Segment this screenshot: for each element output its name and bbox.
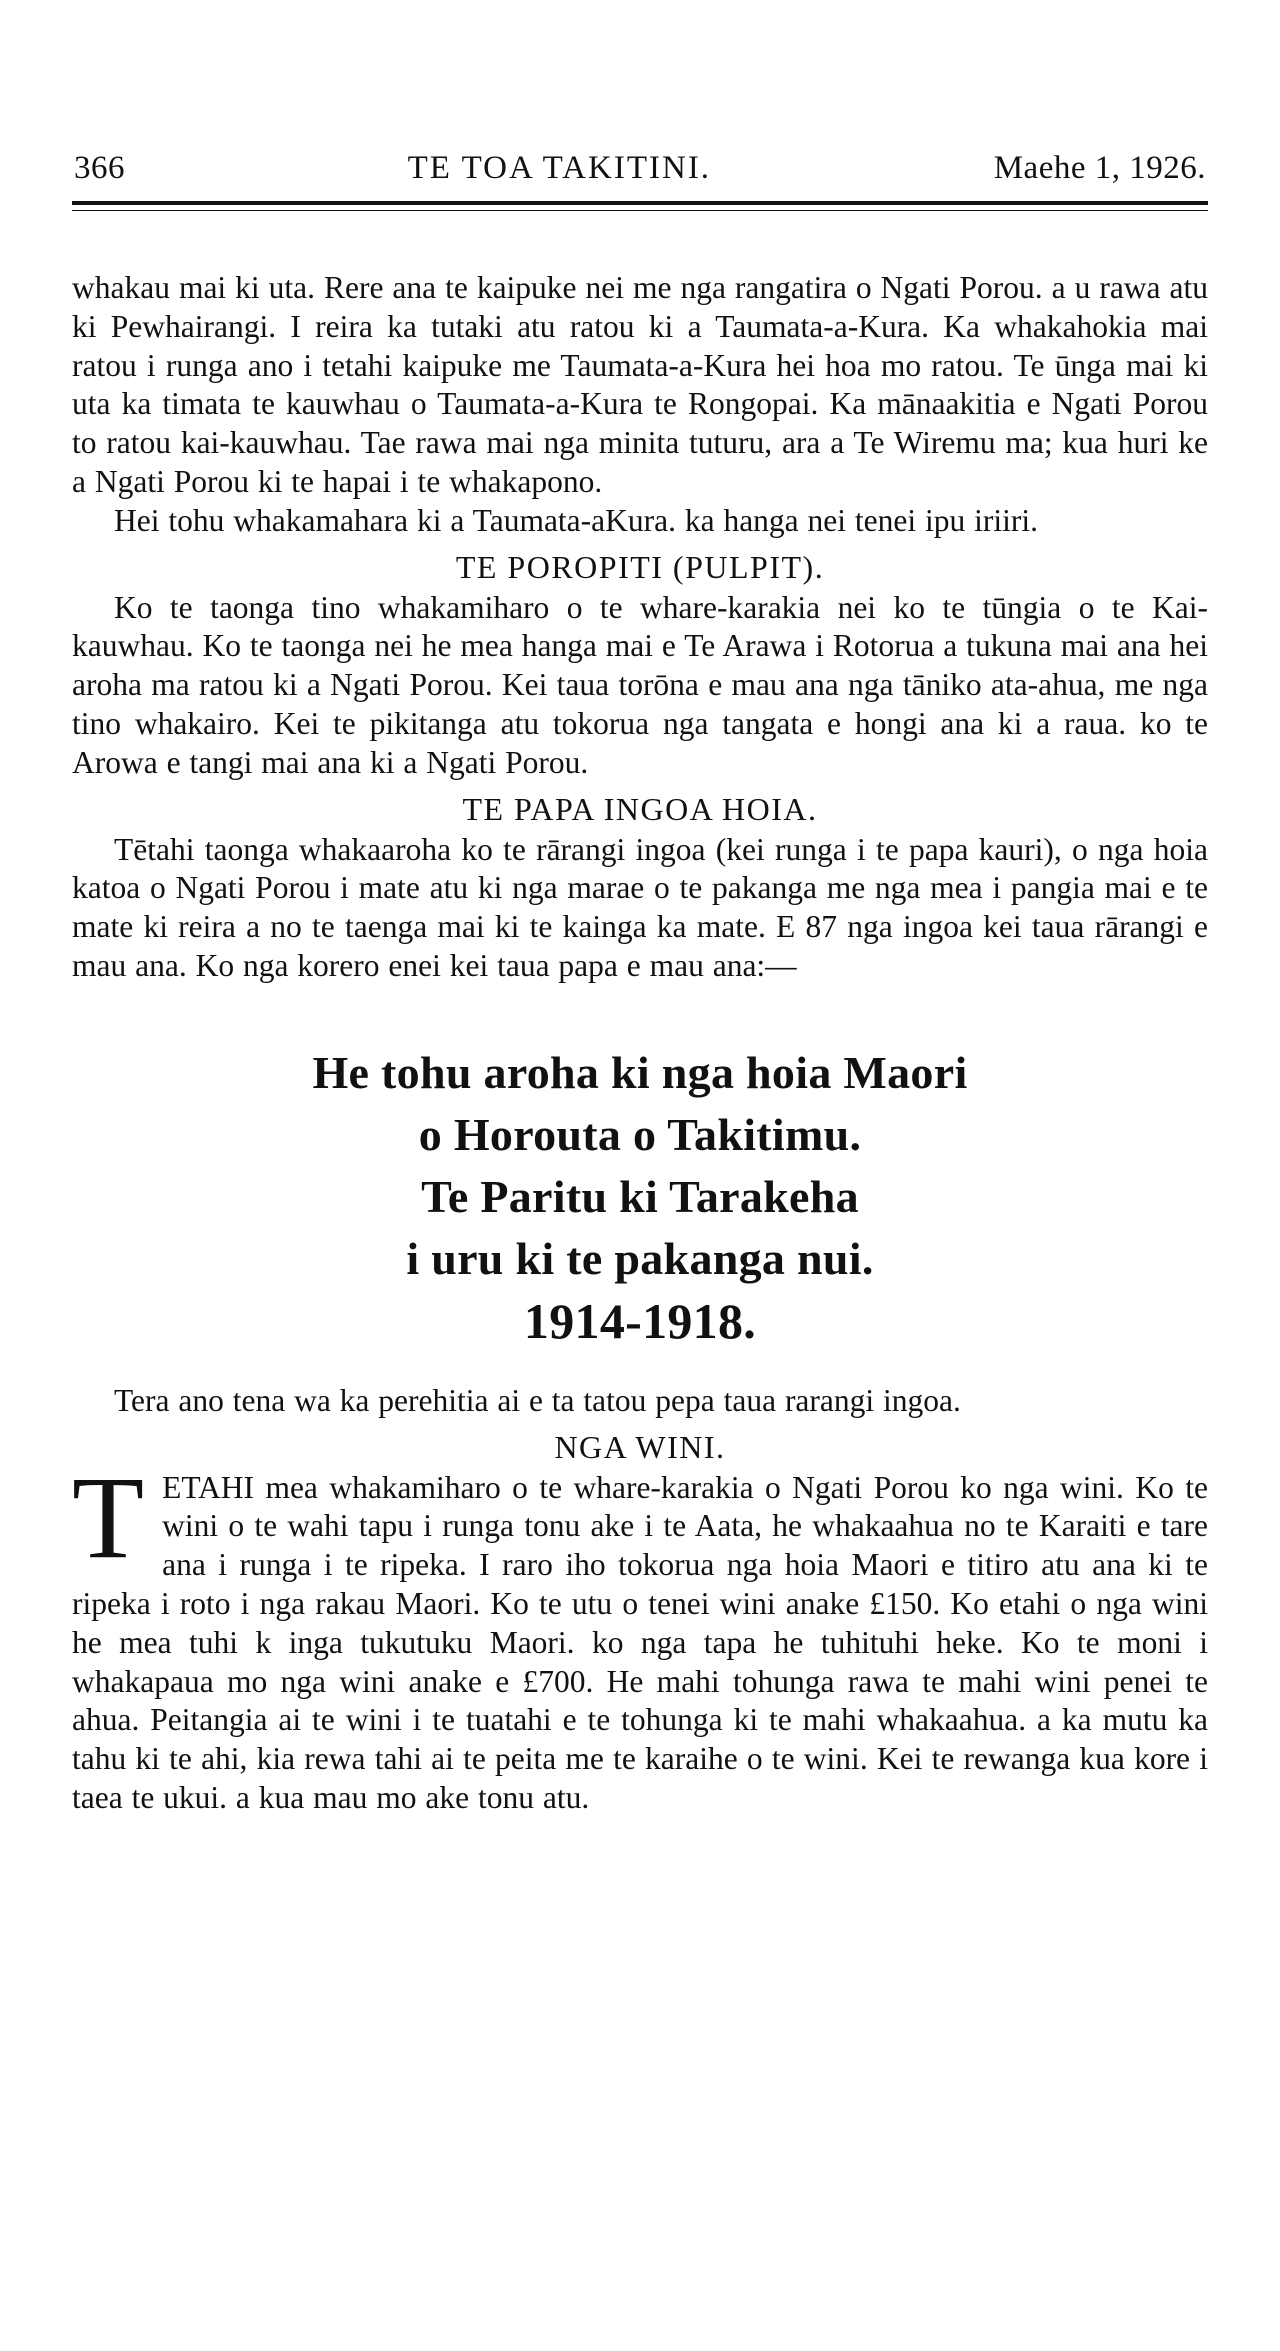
memorial-line: i uru ki te pakanga nui. bbox=[406, 1232, 874, 1284]
page-number: 366 bbox=[74, 150, 125, 186]
section-heading-papa-ingoa: TE PAPA INGOA HOIA. bbox=[462, 790, 818, 827]
memorial-years: 1914-1918. bbox=[523, 1292, 757, 1349]
document-page bbox=[72, 150, 1208, 1818]
paragraph-taumata-arrival: whakau mai ki uta. Rere ana te kaipuke nei me nga rangatira o Ngati Porou. a u rawa atu ki Pewhairangi. I reira ka tutaki atu ratou ki a Taumata-a-Kura. Ka whakahokia mai ratou i runga ano i tetahi kaipuke me Taumata-a-Kura hei hoa mo ratou. Te ūnga mai ki uta ka timata te kauwhau o Taumata-a-Kura te Rongopai. Ka mānaakitia e Ngati Porou to ratou kai-kauwhau. Tae rawa mai nga minita tuturu, ara a Te Wiremu ma; kua huri ke a Ngati Porou ki te hapai i te whakapono. bbox=[72, 270, 1208, 499]
header-rule-thin bbox=[72, 210, 1208, 211]
paragraph-perehitia: Tera ano tena wa ka perehitia ai e ta tatou pepa taua rarangi ingoa. bbox=[114, 1382, 961, 1418]
memorial-line: Te Paritu ki Tarakeha bbox=[421, 1170, 859, 1222]
running-header bbox=[72, 150, 1208, 187]
header-rule-thick bbox=[72, 201, 1208, 205]
memorial-line: o Horouta o Takitimu. bbox=[418, 1108, 862, 1160]
memorial-line: He tohu aroha ki nga hoia Maori bbox=[312, 1046, 968, 1098]
memorial-inscription bbox=[72, 1042, 1208, 1352]
issue-date: Maehe 1, 1926. bbox=[993, 150, 1206, 186]
paragraph-papa-ingoa: Tētahi taonga whakaaroha ko te rārangi ingoa (kei runga i te papa kauri), o nga hoia katoa o Ngati Porou i mate atu ki nga marae o te pakanga me nga mea i pangia mai e te mate ki reira a no te taenga mai ki te kainga ka mate. E 87 nga ingoa kei taua rārangi e mau ana. Ko nga korero enei kei taua papa e mau ana:— bbox=[72, 831, 1208, 983]
drop-cap: T bbox=[72, 1451, 145, 1583]
paragraph-wini-wrap bbox=[72, 1451, 1208, 1818]
section-heading-pulpit: TE POROPITI (PULPIT). bbox=[455, 548, 825, 585]
paragraph-pulpit: Ko te taonga tino whakamiharo o te whare-karakia nei ko te tūngia o te Kai-kauwhau. Ko te taonga nei he mea hanga mai e Te Arawa i Rotorua a tukuna mai ana hei aroha ma ratou ki a Ngati Porou. Kei taua torōna e mau ana nga tāniko ata-ahua, me nga tino whakairo. Kei te pikitanga atu tokorua nga tangata e hongi ana ki a raua. ko te Arowa e tangi mai ana ki a Ngati Porou. bbox=[72, 589, 1208, 780]
publication-title: TE TOA TAKITINI. bbox=[407, 150, 712, 186]
paragraph-wini: ETAHI mea whakamiharo o te whare-karakia o Ngati Porou ko nga wini. Ko te wini o te wahi tapu i runga tonu ake i te Aata, he whakaahua no te Karaiti e tare ana i runga i te ripeka. I raro iho tokorua nga hoia Maori e titiro atu ana ki te ripeka i roto i nga rakau Maori. Ko te utu o tenei wini anake £150. Ko etahi o nga wini he mea tuhi k inga tukutuku Maori. ko nga tapa he tuhituhi heke. Ko te moni i whakapaua mo nga wini anake e £700. He mahi tohunga rawa te mahi wini penei te ahua. Peitangia ai te wini i te tuatahi e te tohunga ki te mahi whakaahua. a ka mutu ka tahu ki te ahi, kia rewa tahi ai te peita me te karaihe o te wini. Kei te rewanga kua kore i taea te ukui. a kua mau mo ake tonu atu. bbox=[72, 1469, 1208, 1815]
paragraph-ipu-iriiri: Hei tohu whakamahara ki a Taumata-aKura. ka hanga nei tenei ipu iriiri. bbox=[114, 502, 1038, 538]
section-heading-wini: NGA WINI. bbox=[554, 1428, 726, 1465]
